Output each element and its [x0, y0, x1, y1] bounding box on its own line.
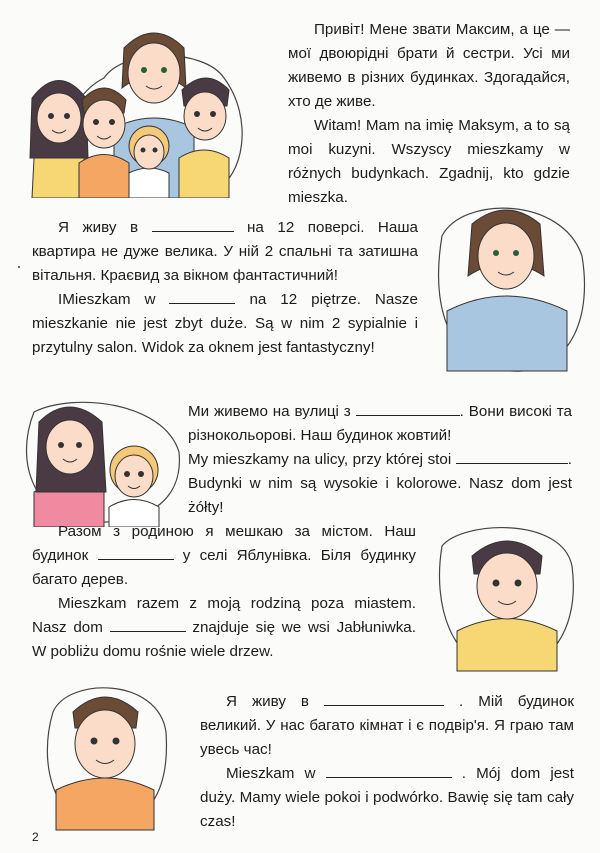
block1-pl: IMieszkam w na 12 piętrze. Nasze mieszkanie nie jest zbyt duże. Są w nim 2 sypialnie i przytulny salon. Widok za oknem jest fantastyczny! [32, 291, 418, 356]
exercise-block-2 [188, 400, 572, 520]
intro-paragraph-pl: Witam! Mam na imię Maksym, a to są moi kuzyni. Wszyscy mieszkamy w różnych budynkach. Zgadnij, kto gdzie mieszka. [288, 117, 570, 206]
answer-blank[interactable] [324, 693, 444, 706]
block4-uk: Я живу в . Мій будинок великий. У нас багато кімнат і є подвір'я. Я граю там увесь час! [200, 693, 574, 758]
block4-pl: Mieszkam w . Mój dom jest duży. Mamy wiele pokoi i podwórko. Bawię się tam cały czas! [200, 765, 574, 830]
intro-paragraph-uk: Привіт! Мене звати Максим, а це — мої двоюрідні брати й сестри. Усі ми живемо в різних будинках. Здогадайся, хто де живе. [288, 21, 570, 110]
boy-yellow-shirt-illustration [432, 516, 582, 676]
answer-blank[interactable] [456, 451, 568, 464]
exercise-block-3 [32, 520, 416, 664]
page-number: 2 [32, 830, 39, 844]
intro-text [288, 18, 570, 210]
block2-pl: My mieszkamy na ulicy, przy której stoi . Budynki w nim są wysokie i kolorowe. Nasz dom jest żółty! [188, 451, 572, 516]
exercise-block-4 [200, 690, 574, 834]
boy-orange-shirt-illustration [38, 672, 173, 832]
maksym-hoodie-illustration [422, 196, 590, 376]
answer-blank[interactable] [110, 619, 186, 632]
answer-blank[interactable] [98, 547, 174, 560]
answer-blank[interactable] [152, 219, 234, 232]
block1-uk: Я живу в на 12 поверсі. Наша квартира не дуже велика. У ній 2 спальні та затишна вітальня. Краєвид за вікном фантастичний! [32, 219, 418, 284]
block3-uk: Разом з родиною я мешкаю за містом. Наш будинок у селі Яблунівка. Біля будинку багато дерев. [32, 523, 416, 588]
answer-blank[interactable] [326, 765, 452, 778]
exercise-block-1 [32, 216, 418, 360]
family-group-illustration [14, 18, 284, 198]
answer-blank[interactable] [169, 291, 235, 304]
speck [18, 266, 20, 268]
block3-pl: Mieszkam razem z moją rodziną poza miastem. Nasz dom znajduje się we wsi Jabłuniwka. W pobliżu domu rośnie wiele drzew. [32, 595, 416, 660]
block2-uk: Ми живемо на вулиці з . Вони високі та різнокольорові. Наш будинок жовтий! [188, 403, 572, 444]
answer-blank[interactable] [356, 403, 460, 416]
girls-illustration [14, 392, 186, 527]
